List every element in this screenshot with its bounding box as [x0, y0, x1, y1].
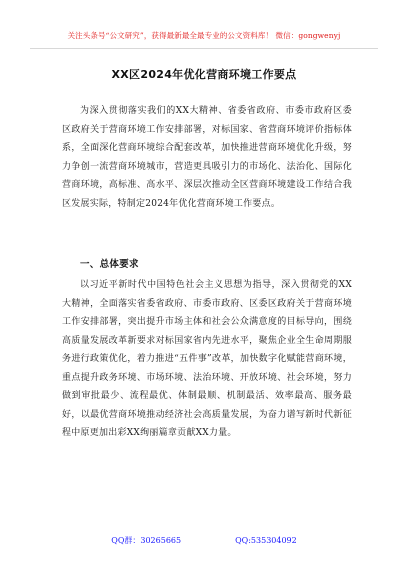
- footer-qq-group: QQ群：30265665: [111, 536, 182, 545]
- header-banner: 关注头条号“公文研究”，获得最新最全最专业的公文资料库！ 微信：gongwenyj: [67, 31, 341, 40]
- section-paragraph: 以习近平新时代中国特色社会主义思想为指导，深入贯彻党的XX大精神，全面落实省委省政府、市委市政府、区委区政府关于营商环境工作安排部署，突出提升市场主体和社会公众满意度的目标导向，围绕高质量发展改革新要求对标国家省内先进水平，聚焦企业全生命周期服务进行政策优化，着力推进“五件事”改革，加快数字化赋能营商环境，重点提升政务环境、市场环境、法治环境、开放环境、社会环境，努力做到审批最少、流程最优、体制最顺、机制最活、效率最高、服务最好，以最优营商环境推动经济社会高质量发展，为奋力谱写新时代新征程中原更加出彩XX绚丽篇章贡献XX力量。: [62, 280, 352, 438]
- footer-qq-number: QQ:535304092: [235, 536, 297, 545]
- footer-contact: [0, 535, 408, 546]
- document-title: XX区2024年优化营商环境工作要点: [111, 68, 297, 81]
- section-heading: 一、总体要求: [80, 259, 139, 270]
- intro-paragraph: 为深入贯彻落实我们的XX大精神、省委省政府、市委市政府区委区政府关于营商环境工作安排部署，对标国家、省营商环境评价指标体系，全面深化营商环境综合配套改革，加快推进营商环境优化升级，努力争创一流营商环境城市，营造更具吸引力的市场化、法治化、国际化营商环境，高标准、高水平、深层次推动全区营商环境建设工作结合我区发展实际，特制定2024年优化营商环境工作要点。: [62, 106, 352, 209]
- header-divider: [30, 48, 378, 49]
